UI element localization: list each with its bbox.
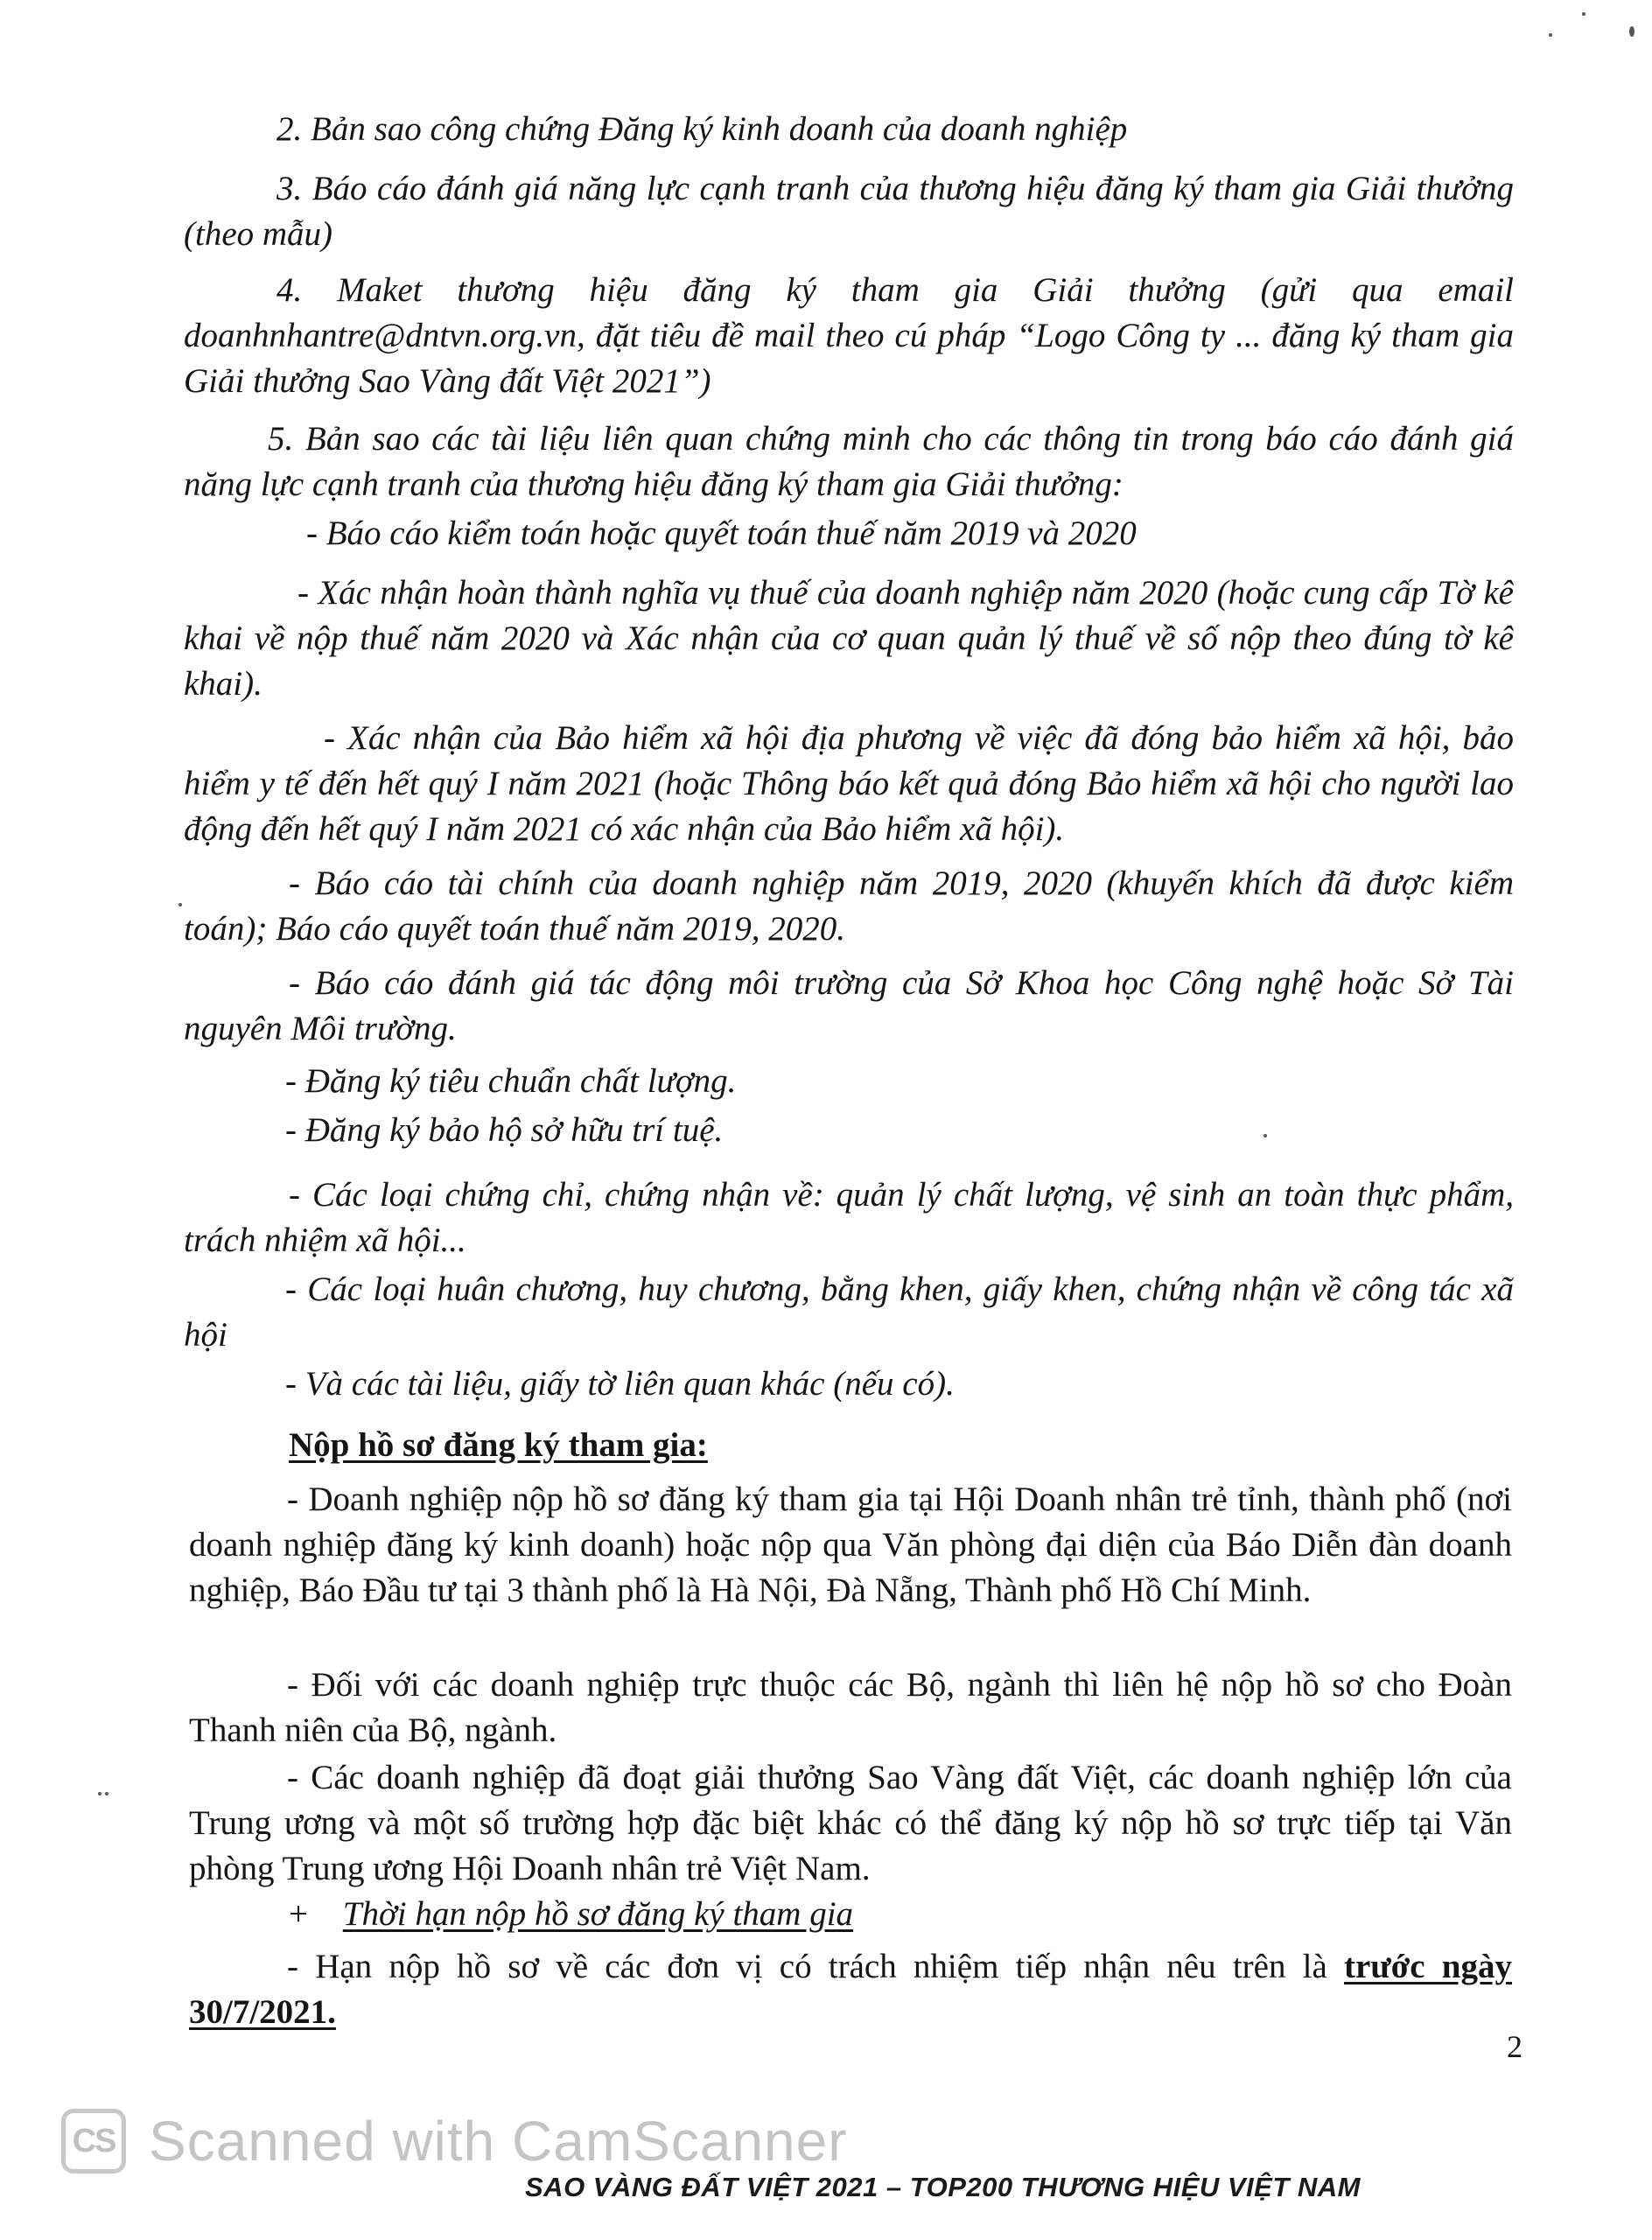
doc-quality-standard: - Đăng ký tiêu chuẩn chất lượng. xyxy=(285,1062,737,1100)
footer-banner: SAO VÀNG ĐẤT VIỆT 2021 – TOP200 THƯƠNG HIỆU VIỆT NAM xyxy=(525,2172,1361,2202)
scan-speck xyxy=(178,903,182,906)
deadline-heading: Thời hạn nộp hồ sơ đăng ký tham gia xyxy=(342,1895,854,1933)
camscanner-text: Scanned with CamScanner xyxy=(149,2110,848,2173)
deadline-date: trước ngày 30/7/2021. xyxy=(189,1948,1512,2031)
doc-awards: - Các loại huân chương, huy chương, bằng khen, giấy khen, chứng nhận về công tác xã hội xyxy=(184,1270,1514,1354)
page-number: 2 xyxy=(1507,2029,1522,2064)
deadline-line xyxy=(289,1892,1514,1937)
submission-paragraph-1: - Doanh nghiệp nộp hồ sơ đăng ký tham gia tại Hội Doanh nhân trẻ tỉnh, thành phố (nơi doanh nghiệp đăng ký kinh doanh) hoặc nộp qua Văn phòng đại diện của Báo Diễn đàn doanh nghiệp, Báo Đầu tư tại 3 thành phố là Hà Nội, Đà Nẵng, Thành phố Hồ Chí Minh. xyxy=(189,1480,1512,1609)
doc-environment-report: - Báo cáo đánh giá tác động môi trường của Sở Khoa học Công nghệ hoặc Sở Tài nguyên Môi trường. xyxy=(184,964,1514,1047)
submission-heading: Nộp hồ sơ đăng ký tham gia: xyxy=(289,1426,708,1464)
item-4: 4. Maket thương hiệu đăng ký tham gia Giải thưởng (gửi qua email doanhnhantre@dntvn.org.vn, đặt tiêu đề mail theo cú pháp “Logo Công ty ... đăng ký tham gia Giải thưởng Sao Vàng đất Việt 2021”) xyxy=(184,271,1514,400)
camscanner-logo-icon: CS xyxy=(61,2109,126,2174)
doc-other: - Và các tài liệu, giấy tờ liên quan khác (nếu có). xyxy=(285,1365,955,1403)
submission-paragraph-3: - Các doanh nghiệp đã đoạt giải thưởng Sao Vàng đất Việt, các doanh nghiệp lớn của Trung ương và một số trường hợp đặc biệt khác có thể đăng ký nộp hồ sơ trực tiếp tại Văn phòng Trung ương Hội Doanh nhân trẻ Việt Nam. xyxy=(189,1759,1512,1887)
doc-tax-confirmation: - Xác nhận hoàn thành nghĩa vụ thuế của doanh nghiệp năm 2020 (hoặc cung cấp Tờ kê khai về nộp thuế năm 2020 và Xác nhận của cơ quan quản lý thuế về số nộp theo đúng tờ kê khai). xyxy=(184,574,1514,703)
doc-ip-protection: - Đăng ký bảo hộ sở hữu trí tuệ. xyxy=(285,1111,724,1149)
item-3: 3. Báo cáo đánh giá năng lực cạnh tranh của thương hiệu đăng ký tham gia Giải thưởng (theo mẫu) xyxy=(184,170,1514,253)
doc-certificates: - Các loại chứng chỉ, chứng nhận về: quản lý chất lượng, vệ sinh an toàn thực phẩm, trách nhiệm xã hội... xyxy=(184,1176,1514,1259)
item-5: 5. Bản sao các tài liệu liên quan chứng minh cho các thông tin trong báo cáo đánh giá năng lực cạnh tranh của thương hiệu đăng ký tham gia Giải thưởng: xyxy=(184,420,1514,503)
submission-paragraph-2: - Đối với các doanh nghiệp trực thuộc các Bộ, ngành thì liên hệ nộp hồ sơ cho Đoàn Thanh niên của Bộ, ngành. xyxy=(189,1666,1512,1749)
doc-financial-report: - Báo cáo tài chính của doanh nghiệp năm 2019, 2020 (khuyến khích đã được kiểm toán); Báo cáo quyết toán thuế năm 2019, 2020. xyxy=(184,864,1514,948)
camscanner-watermark xyxy=(61,2109,848,2174)
scan-speck xyxy=(98,1792,102,1796)
scan-speck xyxy=(1264,1134,1267,1138)
doc-audit-report: - Báo cáo kiểm toán hoặc quyết toán thuế năm 2019 và 2020 xyxy=(306,514,1137,552)
scan-speck xyxy=(1582,12,1586,16)
scan-speck xyxy=(105,1792,108,1796)
doc-social-insurance: - Xác nhận của Bảo hiểm xã hội địa phương về việc đã đóng bảo hiểm xã hội, bảo hiểm y tế đến hết quý I năm 2021 (hoặc Thông báo kết quả đóng Bảo hiểm xã hội cho người lao động đến hết quý I năm 2021 có xác nhận của Bảo hiểm xã hội). xyxy=(184,719,1514,848)
item-2: 2. Bản sao công chứng Đăng ký kinh doanh của doanh nghiệp xyxy=(276,110,1128,148)
deadline-paragraph xyxy=(189,1944,1512,2035)
deadline-text: - Hạn nộp hồ sơ về các đơn vị có trách nhiệm tiếp nhận nêu trên là xyxy=(287,1948,1344,1985)
scan-speck xyxy=(1549,33,1552,37)
deadline-bullet: + xyxy=(289,1895,308,1933)
scan-speck xyxy=(1629,26,1634,37)
